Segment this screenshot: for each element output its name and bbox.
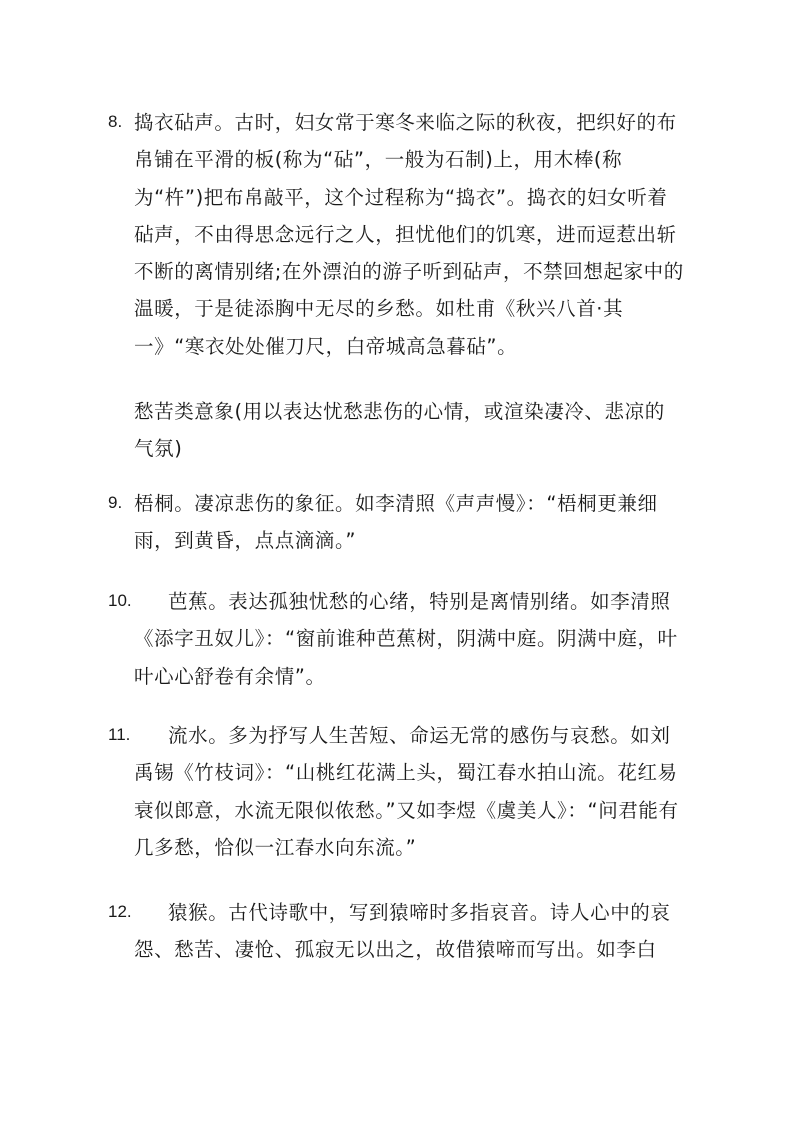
item-number: 10.: [108, 591, 132, 610]
item-text: 梧桐。凄凉悲伤的象征。如李清照《声声慢》：“梧桐更兼细雨，到黄昏，点点滴滴。”: [134, 492, 658, 553]
section-heading-text: 愁苦类意象(用以表达忧愁悲伤的心情，或渲染凄冷、悲凉的气氛): [134, 400, 665, 461]
item-number: 8.: [108, 112, 123, 131]
item-number: 12.: [108, 902, 132, 921]
item-text: 芭蕉。表达孤独忧愁的心绪，特别是离情别绪。如李清照《添字丑奴儿》：“窗前谁种芭蕉树，阴满中庭。阴满中庭，叶叶心心舒卷有余情”。: [134, 590, 678, 688]
item-text: 猿猴。古代诗歌中，写到猿啼时多指哀音。诗人心中的哀怨、愁苦、凄怆、孤寂无以出之，故借猿啼而写出。如李白: [134, 901, 671, 962]
section-heading: [134, 393, 684, 468]
item-number: 9.: [108, 493, 123, 512]
item-number: 11.: [108, 725, 131, 744]
item-text: 捣衣砧声。古时，妇女常于寒冬来临之际的秋夜，把织好的布帛铺在平滑的板(称为“砧”，一般为石制)上，用木棒(称为“杵”)把布帛敲平，这个过程称为“捣衣”。捣衣的妇女听着砧声，不由得思念远行之人，担忧他们的饥寒，进而逗惹出斩不断的离情别绪;在外漂泊的游子听到砧声，不禁回想起家中的温暖，于是徒添胸中无尽的乡愁。如杜甫《秋兴八首·其一》“寒衣处处催刀尺，白帝城高急暮砧”。: [134, 111, 684, 358]
item-text: 流水。多为抒写人生苦短、命运无常的感伤与哀愁。如刘禹锡《竹枝词》：“山桃红花满上头，蜀江春水拍山流。花红易衰似郎意，水流无限似侬愁。”又如李煜《虞美人》：“问君能有几多愁，恰似一江春水向东流。”: [134, 724, 679, 859]
